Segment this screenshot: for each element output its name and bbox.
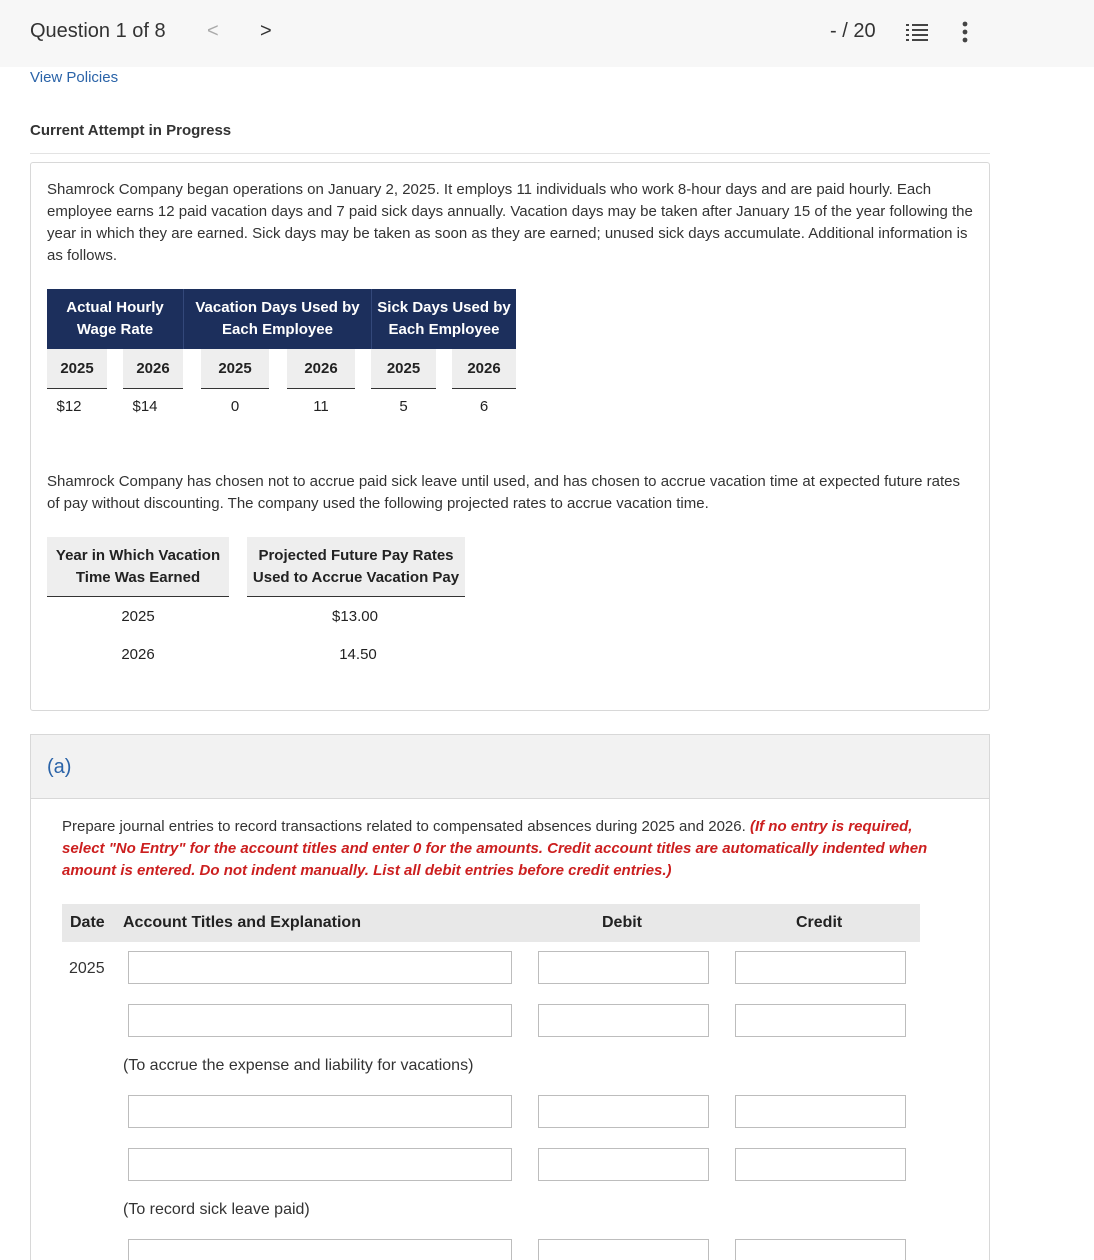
credit-amount-input[interactable]: [735, 1239, 906, 1260]
instruction-note: (If no entry is required, select "No Entry" for the account titles and enter 0 for the amounts. Credit account titles are automatically indented when amount is entered. Do not indent manually. List all debit entries before credit entries.): [62, 818, 928, 879]
year-header: 2026: [452, 349, 516, 389]
question-counter: Question 1 of 8: [30, 20, 166, 42]
table-cell: $12: [56, 398, 82, 415]
part-a-section: [30, 734, 990, 1260]
part-label: (a): [47, 756, 72, 778]
table-cell: $13.00: [332, 608, 378, 625]
year-header: 2025: [47, 349, 107, 389]
credit-amount-input[interactable]: [735, 1004, 906, 1037]
view-policies-link[interactable]: View Policies: [30, 69, 119, 86]
table-cell: 6: [479, 398, 489, 415]
debit-amount-input[interactable]: [538, 1095, 709, 1128]
table-cell: 11: [313, 398, 329, 415]
credit-amount-input[interactable]: [735, 1148, 906, 1181]
entry-date: 2025: [69, 960, 105, 977]
account-title-input[interactable]: [128, 1148, 512, 1181]
year-header: 2025: [371, 349, 436, 389]
year-header: 2026: [123, 349, 183, 389]
part-instructions: [62, 816, 942, 882]
content-strip: [0, 67, 990, 155]
problem-middle: Shamrock Company has chosen not to accrue paid sick leave until used, and has chosen to accrue vacation time at expected future rates of pay without discounting. The company used the following projected rates to accrue vacation time.: [47, 473, 961, 512]
year-header: 2025: [201, 349, 269, 389]
instruction-text: Prepare journal entries to record transactions related to compensated absences during 2025 and 2026.: [62, 818, 746, 835]
journal-header: [62, 904, 920, 942]
table-group-header: Actual Hourly Wage Rate: [47, 289, 183, 349]
question-list-icon[interactable]: [906, 22, 928, 42]
table-cell: 5: [399, 398, 408, 415]
account-title-input[interactable]: [128, 1004, 512, 1037]
table-cell: 14.50: [339, 646, 377, 663]
problem-intro: Shamrock Company began operations on January 2, 2025. It employs 11 individuals who work 8-hour days and are paid hourly. Each employee earns 12 paid vacation days and 7 paid sick days annually. Vacation days may be taken after January 15 of the year following the year in which they are earned. Sick days may be taken as soon as they are earned; unused sick days accumulate. Additional information is as follows.: [47, 181, 973, 264]
entry-explanation: (To accrue the expense and liability for vacations): [123, 1057, 474, 1074]
table-header: Year in Which Vacation Time Was Earned: [47, 537, 229, 597]
score-display: - / 20: [830, 20, 876, 42]
top-bar: [0, 0, 1094, 67]
part-header: [31, 735, 989, 799]
table-header: Projected Future Pay Rates Used to Accrue Vacation Pay: [247, 537, 465, 597]
table-cell: $14: [132, 398, 158, 415]
debit-amount-input[interactable]: [538, 1148, 709, 1181]
more-options-icon[interactable]: [958, 20, 972, 44]
problem-statement: [30, 162, 990, 711]
debit-amount-input[interactable]: [538, 951, 709, 984]
table-cell: 0: [230, 398, 240, 415]
account-title-input[interactable]: [128, 951, 512, 984]
next-question-button[interactable]: >: [260, 20, 272, 42]
debit-amount-input[interactable]: [538, 1004, 709, 1037]
date-column-header: Date: [70, 914, 105, 931]
table-group-header: Vacation Days Used by Each Employee: [183, 289, 371, 349]
account-column-header: Account Titles and Explanation: [123, 914, 361, 931]
credit-column-header: Credit: [796, 914, 843, 931]
credit-amount-input[interactable]: [735, 951, 906, 984]
table-cell: 2026: [121, 646, 155, 663]
entry-explanation: (To record sick leave paid): [123, 1201, 310, 1218]
account-title-input[interactable]: [128, 1095, 512, 1128]
credit-amount-input[interactable]: [735, 1095, 906, 1128]
debit-column-header: Debit: [602, 914, 642, 931]
table-cell: 2025: [121, 608, 155, 625]
account-title-input[interactable]: [128, 1239, 512, 1260]
divider: [30, 153, 990, 154]
attempt-status: Current Attempt in Progress: [30, 122, 232, 139]
table-group-header: Sick Days Used by Each Employee: [371, 289, 516, 349]
debit-amount-input[interactable]: [538, 1239, 709, 1260]
previous-question-button[interactable]: <: [207, 20, 219, 42]
year-header: 2026: [287, 349, 355, 389]
